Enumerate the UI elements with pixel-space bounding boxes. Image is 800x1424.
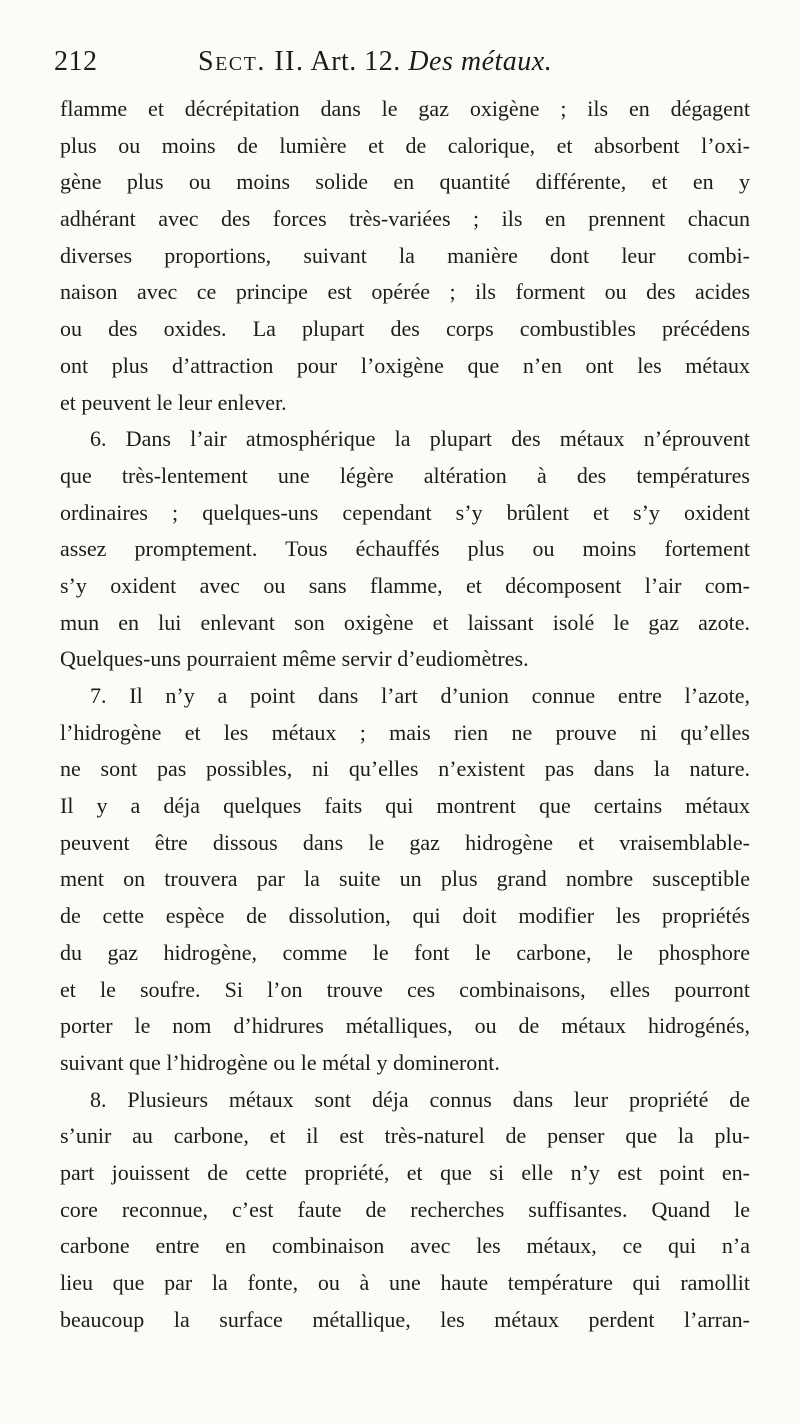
text-line: Quelques-uns pourraient même servir d’eudiomètres.: [60, 646, 529, 672]
text-line: du gaz hidrogène, comme le font le carbone, le phosphore: [60, 939, 750, 965]
running-title: [198, 46, 552, 78]
text-line: peuvent être dissous dans le gaz hidrogène et vraisemblable-: [60, 829, 750, 855]
text-line: porter le nom d’hidrures métalliques, ou de métaux hidrogénés,: [60, 1013, 750, 1039]
text-line: ne sont pas possibles, ni qu’elles n’existent pas dans la nature.: [60, 756, 750, 782]
running-header: [50, 40, 750, 80]
text-line: ment on trouvera par la suite un plus grand nombre susceptible: [60, 866, 750, 892]
paragraph-start-line: 8. Plusieurs métaux sont déja connus dans leur propriété de: [90, 1086, 750, 1112]
text-line: s’unir au carbone, et il est très-naturel de penser que la plu-: [60, 1123, 750, 1149]
text-line: core reconnue, c’est faute de recherches suffisantes. Quand le: [60, 1196, 750, 1222]
text-line: carbone entre en combinaison avec les métaux, ce qui n’a: [60, 1233, 750, 1259]
text-line: suivant que l’hidrogène ou le métal y domineront.: [60, 1049, 500, 1075]
text-line: s’y oxident avec ou sans flamme, et décomposent l’air com-: [60, 572, 750, 598]
text-line: gène plus ou moins solide en quantité différente, et en y: [60, 169, 750, 195]
text-line: et le soufre. Si l’on trouve ces combinaisons, elles pourront: [60, 976, 750, 1002]
text-line: beaucoup la surface métallique, les métaux perdent l’arran-: [60, 1306, 750, 1332]
text-line: diverses proportions, suivant la manière dont leur combi-: [60, 242, 750, 268]
text-line: mun en lui enlevant son oxigène et laissant isolé le gaz azote.: [60, 609, 750, 635]
paragraph-start-line: 7. Il n’y a point dans l’art d’union connue entre l’azote,: [90, 683, 750, 708]
text-line: l’hidrogène et les métaux ; mais rien ne prouve ni qu’elles: [60, 719, 750, 745]
text-line: et peuvent le leur enlever.: [60, 389, 287, 415]
text-line: ou des oxides. La plupart des corps combustibles précédens: [60, 316, 750, 342]
text-line: que très-lentement une légère altération à des températures: [60, 462, 750, 488]
text-line: adhérant avec des forces très-variées ; ils en prennent chacun: [60, 206, 750, 232]
text-line: assez promptement. Tous échauffés plus ou moins fortement: [60, 536, 750, 562]
text-line: de cette espèce de dissolution, qui doit modifier les propriétés: [60, 903, 750, 929]
page-number: 212: [54, 46, 98, 77]
text-line: plus ou moins de lumière et de calorique, et absorbent l’oxi-: [60, 132, 750, 158]
text-line: part jouissent de cette propriété, et que si elle n’y est point en-: [60, 1159, 750, 1185]
section-label: Sect. II.: [198, 46, 305, 77]
body-text: [60, 91, 750, 1338]
text-line: lieu que par la fonte, ou à une haute température qui ramollit: [60, 1270, 750, 1295]
text-line: ont plus d’attraction pour l’oxigène que n’en ont les métaux: [60, 352, 750, 378]
chapter-title: Des métaux.: [408, 46, 553, 77]
paragraph-start-line: 6. Dans l’air atmosphérique la plupart des métaux n’éprouvent: [90, 426, 750, 452]
text-line: flamme et décrépitation dans le gaz oxigène ; ils en dégagent: [60, 96, 750, 121]
text-line: ordinaires ; quelques-uns cependant s’y brûlent et s’y oxident: [60, 499, 750, 525]
text-line: Il y a déja quelques faits qui montrent que certains métaux: [60, 793, 750, 819]
text-line: naison avec ce principe est opérée ; ils forment ou des acides: [60, 279, 750, 305]
article-label: Art. 12.: [310, 46, 401, 77]
